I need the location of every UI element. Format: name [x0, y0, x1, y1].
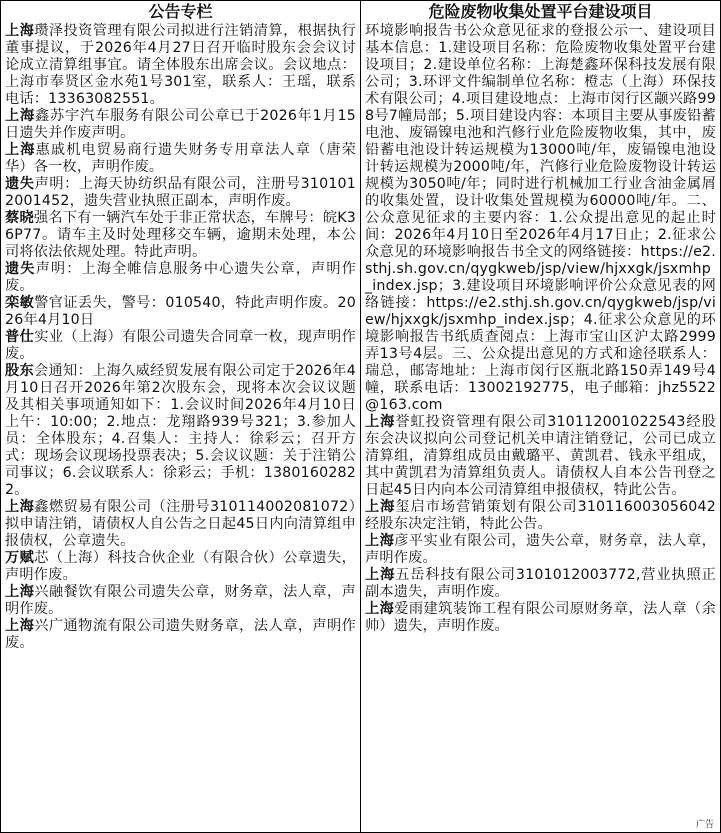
list-item: 万赋芯（上海）科技合伙企业（有限合伙）公章遗失，声明作废。: [5, 550, 357, 583]
list-item: 遗失声明：上海天协纺织品有限公司，注册号310101200145​2，遗失营业执照正副本，声明作废。: [5, 176, 357, 209]
list-item: 上海誉虹投资管理有限公司310112001022543经股东会决议拟向公司登记机关申请注销登记，公司已成立清算组，清算组成员由戴璐平、黄凯君、钱永平组成，其中黄凯君为清算组负责人。请债权人自本公告刊登之日起45日内向本公司清算组申报债权，特此公告。: [365, 414, 716, 498]
list-item: 上海鑫燃贸易有限公司（注册号310114002081072）拟申请注销，请债权人自公告之日起45日内向清算组申报债权，公章遗失。: [5, 499, 356, 549]
list-item: 栾敏警官证丢失，警号：010540，特此声明作废。2026年4月10日: [5, 295, 357, 328]
list-item: 上海玺启市场营销策划有限公司310116003056042经股东决定注销，特此公告。: [365, 499, 716, 532]
right-column: [361, 1, 720, 832]
list-item: 上海鑫苏宇汽车服务有限公司公章已于2026年1月15日遗失并作废声明。: [5, 108, 356, 141]
list-item: 上海五岳科技有限公司3101012003772,营业执照正副本遗失，声明作废。: [365, 567, 716, 600]
list-item: 上海爱雨建筑装饰工程有限公司原财务章，法人章（余帅）遗失，声明作废。: [365, 601, 717, 634]
list-item: 上海彦平实业有限公司，遗失公章，财务章，法人章，声明作废。: [365, 533, 717, 566]
left-ads: [1, 23, 360, 652]
left-column-title: 公告专栏: [148, 2, 213, 21]
left-column: [1, 1, 361, 832]
list-item: 蔡晓强名下有一辆汽车处于非正常状态，车牌号：皖K36P77。请车主及时处理移交车辆，逾期未处理，本公司将依法依规处理。特此声明。: [5, 210, 357, 260]
right-ads: [361, 23, 720, 635]
list-item: 遗失声明：上海全帷信息服务中心遗失公章，声明作废。: [5, 261, 357, 294]
list-item: 普仕实业（上海）有限公司遗失合同章一枚，现声明作废。: [5, 329, 357, 362]
list-item: 上海兴融餐饮有限公司遗失公章，财务章，法人章，声明作废。: [5, 584, 357, 617]
right-column-title: 危险废物收集处置平台建设项目: [428, 2, 653, 21]
list-item: 上海惠戚机电贸易商行遗失财务专用章法人章（唐荣华）各一枚，声明作废。: [5, 142, 357, 175]
list-item: 上海兴广通物流有限公司遗失财务章，法人章，声明作废。: [5, 618, 357, 651]
ad-tag: 广告: [695, 820, 714, 830]
environmental-notice: 环境影响报告书公众意见征求的登报公示一、建设项目基本信息：1.建设项目名称：危险废物收集处置平台建设项目；2.建设单位名称：上海楚鑫环保科技发展有限公司；3.环评文件编制单位名称：橙志（上海）环保技术有限公司；4.项目建设地点：上海市闵行区颛兴路998号7幢局部；5.项目建设内容：本项目主要从事废铅蓄电池、废镉镍电池和汽修行业危险废物收集，其中，废铅蓄电池设计转运规模为13000吨/年，废镉镍电池设计转运规模为2000吨/年，汽修行业危险废物设计转运规模为3050吨/年；同时进行机械加工行业含油金属屑的收集处置，设计收集处置规模为60000吨/年。二、公众意见征求的主要内容：1.公众提出意见的起止时间：2026年4月10日至2026年4月17日止；2.征求公众意见的环境影响报告书全文的网络链接：https://e2.sthj.sh.gov.cn/qygkweb/jsp/view/hjxxgk/jsxmhp_index.jsp；3.建设项目环境影响评价公众意见表的网络链接：https://e2.sthj.sh.gov.cn/qygkweb/jsp/view/hjxxgk/jsxmhp_index.jsp；4.征求公众意见的环境影响报告书纸质查阅点：上海市宝山区沪太路2999弄13号4层。三、公众提出意见的方式和途径联系人：瑞总，邮寄地址：上海市闵行区瓶北路150弄149号4幢，联系电话：13002192775，电子邮箱：jhz5522@163.com: [365, 23, 716, 413]
list-item: 上海瓒泽投资管理有限公司拟进行注销清算，根据执行董事提议，于2026年4月27日召开临时股东会会议讨论成立清算组事宜。请全体股东出席会议。会议地点：上海市奉贤区金水苑1号301室，联系人：王瑶，联系电话：13363082551。: [5, 23, 357, 107]
list-item: 股东会通知：上海久威经贸发展有限公司定于2026年4月10日召开2026年第2次股东会，现将本次会议议题及其相关事项通知如下：1.会议时间2026年4月10日上午：10:00；2.地点：龙翔路939号321；3.参加人员：全体股东；4.召集人：主持人：徐彩云；召开方式：现场会议现场投票表决；5.会议议题：关于注销公司事议；6.会议联系人：徐彩云；手机：13801602822。: [5, 363, 356, 498]
